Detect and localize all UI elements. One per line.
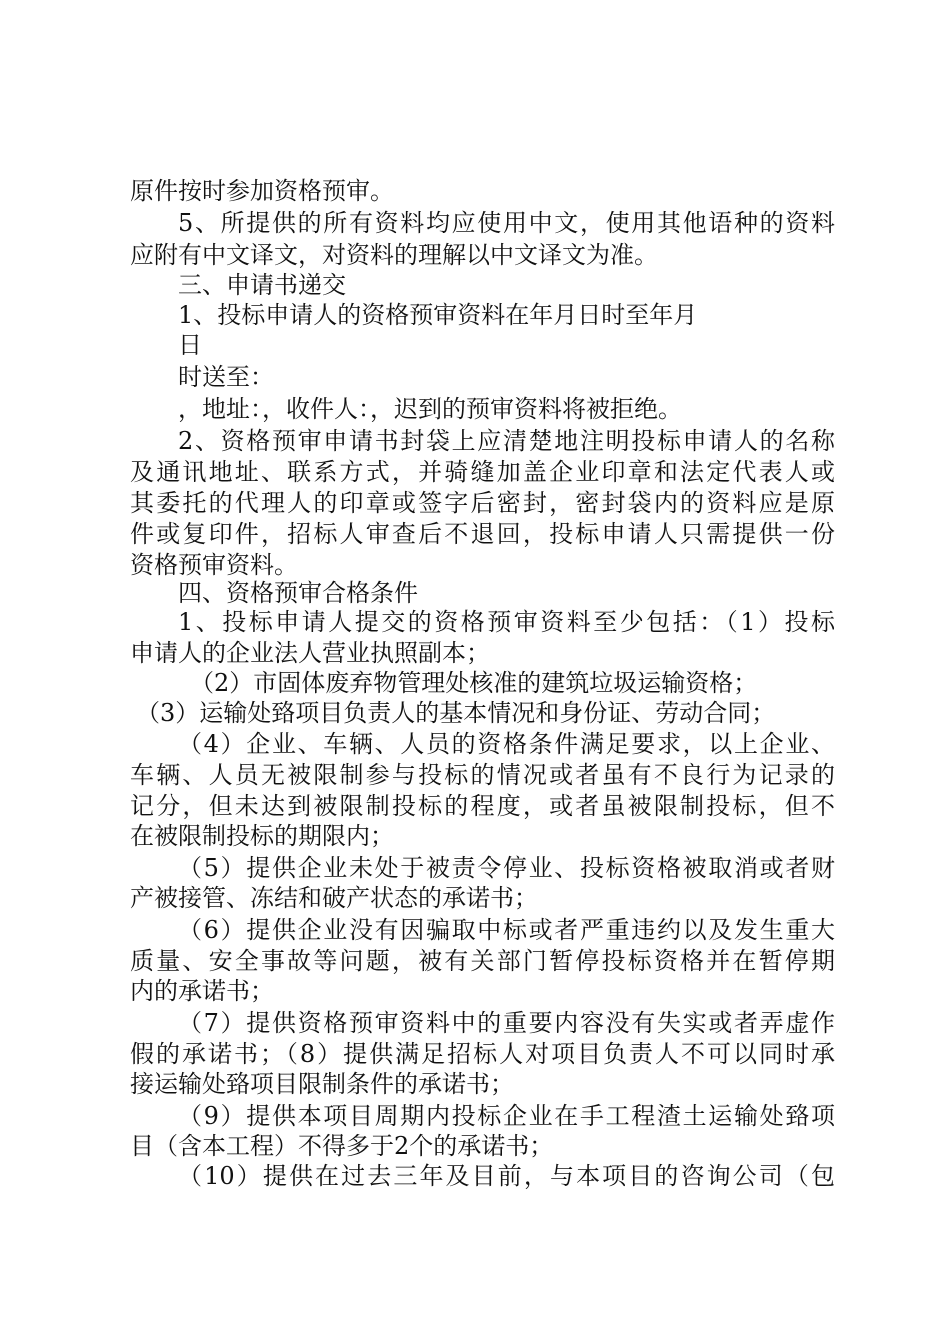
text-line: 2、资格预审申请书封袋上应清楚地注明投标申请人的名称 bbox=[178, 427, 835, 455]
text-line: 5、所提供的所有资料均应使用中文，使用其他语种的资料 bbox=[178, 209, 835, 237]
text-line: 内的承诺书； bbox=[130, 977, 274, 1005]
text-line: （2）市固体废弃物管理处核准的建筑垃圾运输资格； bbox=[190, 669, 758, 697]
text-line: 资格预审资料。 bbox=[130, 551, 298, 579]
text-line: 应附有中文译文，对资料的理解以中文译文为准。 bbox=[130, 241, 658, 269]
text-line: 其委托的代理人的印章或签字后密封，密封袋内的资料应是原 bbox=[130, 489, 835, 517]
text-line: （4）企业、车辆、人员的资格条件满足要求，以上企业、 bbox=[178, 730, 835, 758]
text-line: （5）提供企业未处于被责令停业、投标资格被取消或者财 bbox=[178, 854, 835, 882]
text-line: 车辆、人员无被限制参与投标的情况或者虽有不良行为记录的 bbox=[130, 761, 835, 789]
text-line: （9）提供本项目周期内投标企业在手工程渣土运输处臵项 bbox=[178, 1102, 835, 1130]
text-line: 日 bbox=[178, 331, 202, 359]
text-line: 原件按时参加资格预审。 bbox=[130, 177, 394, 205]
text-line: （7）提供资格预审资料中的重要内容没有失实或者弄虚作 bbox=[178, 1009, 835, 1037]
section-heading: 四、资格预审合格条件 bbox=[178, 579, 418, 607]
text-line: （3）运输处臵项目负责人的基本情况和身份证、劳动合同； bbox=[136, 699, 776, 727]
text-line: 申请人的企业法人营业执照副本； bbox=[130, 639, 490, 667]
text-line: 1、投标申请人提交的资格预审资料至少包括：（1）投标 bbox=[178, 608, 835, 636]
text-line: 质量、安全事故等问题，被有关部门暂停投标资格并在暂停期 bbox=[130, 947, 835, 975]
section-heading: 三、申请书递交 bbox=[178, 271, 346, 299]
text-line: 假的承诺书；（8）提供满足招标人对项目负责人不可以同时承 bbox=[130, 1040, 835, 1068]
text-line: 产被接管、冻结和破产状态的承诺书； bbox=[130, 884, 538, 912]
text-line: 时送至： bbox=[178, 363, 274, 391]
text-line: （6）提供企业没有因骗取中标或者严重违约以及发生重大 bbox=[178, 916, 835, 944]
text-line: 记分，但未达到被限制投标的程度，或者虽被限制投标，但不 bbox=[130, 792, 835, 820]
text-line: 接运输处臵项目限制条件的承诺书； bbox=[130, 1070, 514, 1098]
text-line: 目（含本工程）不得多于2个的承诺书； bbox=[130, 1132, 554, 1160]
text-line: 1、投标申请人的资格预审资料在年月日时至年月 bbox=[178, 301, 698, 329]
text-line: （10）提供在过去三年及目前，与本项目的咨询公司（包 bbox=[178, 1162, 835, 1190]
text-line: ，地址：，收件人：，迟到的预审资料将被拒绝。 bbox=[178, 395, 682, 423]
text-line: 件或复印件，招标人审查后不退回，投标申请人只需提供一份 bbox=[130, 520, 835, 548]
text-line: 在被限制投标的期限内； bbox=[130, 822, 394, 850]
text-line: 及通讯地址、联系方式，并骑缝加盖企业印章和法定代表人或 bbox=[130, 458, 835, 486]
